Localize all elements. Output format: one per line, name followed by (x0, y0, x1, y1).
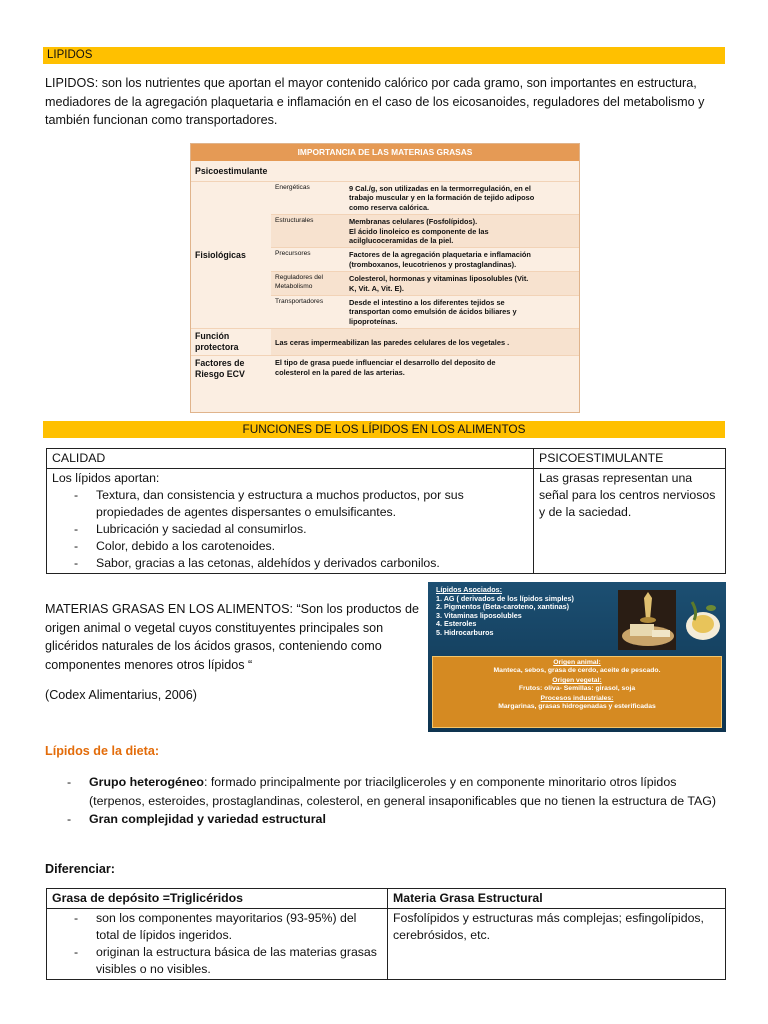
materias-paragraph (45, 600, 420, 674)
importance-row-riesgo (191, 356, 579, 383)
value-line: (tromboxanos, leucotrienos y prostaglandinas). (349, 259, 517, 269)
materias-line: origen animal o vegetal cuyos constituyentes principales son (45, 620, 384, 635)
sub-energeticas: Energéticas (271, 182, 345, 215)
value-estructurales (345, 215, 579, 248)
table-header-row (47, 449, 726, 469)
table-row (47, 909, 726, 980)
oil-photo-icon (684, 598, 722, 642)
funciones-table (46, 448, 726, 574)
table-header-row (47, 889, 726, 909)
sub-transportadores: Transportadores (271, 296, 345, 329)
animal-text: Manteca, sebos, grasa de cerdo, aceite de pescado. (493, 667, 661, 675)
list-item: - son los componentes mayoritarios (93-95%) del total de lípidos ingeridos. (52, 910, 382, 944)
slide-item: 4. Esteroles (436, 619, 477, 629)
importance-table-image (190, 143, 580, 413)
importance-title: IMPORTANCIA DE LAS MATERIAS GRASAS (191, 144, 579, 161)
diferenciar-heading: Diferenciar: (45, 862, 115, 876)
slide-item: 5. Hidrocarburos (436, 627, 494, 637)
value-energeticas (345, 182, 579, 215)
list-item: - Textura, dan consistencia y estructura a muchos productos, por sus propiedades de agentes dispersantes o emulsificantes. (52, 487, 528, 521)
intro-line: LIPIDOS: son los nutrientes que aportan el mayor contenido calórico por cada gramo, son importantes en estructura, (45, 76, 697, 90)
slide-list (436, 586, 574, 638)
dieta-list (45, 773, 735, 829)
header-psicoestimulante: PSICOESTIMULANTE (534, 449, 726, 469)
diferenciar-table (46, 888, 726, 980)
psicoestimulante-cell: Las grasas representan una señal para los centros nerviosos y de la saciedad. (534, 469, 726, 574)
importance-row-funcion (191, 329, 579, 356)
animal-heading: Origen animal: (553, 659, 601, 666)
materias-line: componentes menores otros lípidos “ (45, 657, 253, 672)
list-item: - Color, debido a los carotenoides. (52, 538, 528, 555)
grasa-deposito-list (52, 910, 382, 978)
importance-row (191, 182, 579, 215)
materias-line: glicéridos naturales de los ácidos grasos, conteniendo como (45, 639, 382, 653)
value-reguladores (345, 272, 579, 296)
value-line: El ácido linoleico es componente de las (349, 226, 489, 236)
dieta-heading: Lípidos de la dieta: (45, 744, 160, 758)
slide-heading: Lípidos Asociados: (436, 585, 503, 594)
list-item: - Lubricación y saciedad al consumirlos. (52, 521, 528, 538)
food-photo-icon (618, 590, 676, 650)
dieta-item1-bold: Grupo heterogéneo (89, 775, 204, 789)
value-line: Desde el intestino a los diferentes tejidos se (349, 298, 505, 308)
intro-line: mediadores de la agregación plaquetaria e inflamación en el caso de los eicosanoides, reguladores del metabolismo y (45, 94, 705, 109)
intro-line: también funcionan como transportadores. (45, 113, 278, 127)
section-header-funciones (43, 421, 725, 438)
table-row (47, 469, 726, 574)
slide-origin-box (432, 656, 722, 728)
header-calidad: CALIDAD (47, 449, 534, 469)
value-line: K, Vit. A, Vit. E). (349, 283, 404, 293)
materias-line: MATERIAS GRASAS EN LOS ALIMENTOS: “Son los productos de (45, 602, 419, 616)
value-line: como reserva calórica. (349, 202, 430, 212)
importance-table (191, 161, 579, 382)
dieta-item2-bold: Gran complejidad y variedad estructural (89, 812, 326, 826)
value-line: 9 Cal./g, son utilizadas en la termorregulación, en el (349, 184, 531, 193)
value-line: Colesterol, hormonas y vitaminas liposolubles (Vit. (349, 274, 529, 284)
funciones-title: FUNCIONES DE LOS LÍPIDOS EN LOS ALIMENTOS (242, 422, 526, 436)
calidad-cell (47, 469, 534, 574)
dieta-item1-text: : formado principalmente por triacilgliceroles y en componente minoritario otros lípidos (terpenos, esteroides, prostaglandinas, colesterol, en general insaponificables que no tienen la estructura de TAG) (89, 775, 717, 808)
sub-estructurales: Estructurales (271, 215, 345, 248)
value-funcion-protectora: Las ceras impermeabilizan las paredes celulares de los vegetales . (271, 329, 579, 356)
procesos-heading: Procesos industriales: (540, 695, 614, 703)
procesos-text: Margarinas, grasas hidrogenadas y esterificadas (498, 703, 656, 711)
value-line: El tipo de grasa puede influenciar el desarrollo del deposito de (275, 358, 496, 368)
value-line: transportan como emulsión de ácidos biliares y (349, 307, 517, 317)
calidad-list (52, 487, 528, 572)
section-title: LIPIDOS (47, 49, 93, 61)
header-grasa-deposito: Grasa de depósito =Triglicéridos (47, 889, 388, 909)
value-line: Membranas celulares (Fosfolípidos). (349, 217, 478, 227)
importance-row-psico (191, 161, 579, 182)
citation: (Codex Alimentarius, 2006) (45, 688, 197, 702)
value-transportadores (345, 296, 579, 329)
materia-estructural-cell: Fosfolípidos y estructuras más complejas; esfingolípidos, cerebrósidos, etc. (388, 909, 726, 980)
list-item (45, 773, 735, 810)
value-line: lipoproteínas. (349, 316, 398, 326)
list-item (45, 810, 735, 829)
list-item: - Sabor, gracias a las cetonas, aldehídos y derivados carbonilos. (52, 555, 528, 572)
vegetal-text: Frutos: oliva- Semillas: girasol, soja (518, 685, 636, 693)
calidad-intro: Los lípidos aportan: (52, 471, 160, 485)
value-line: Factores de la agregación plaquetaria e inflamación (349, 250, 531, 260)
header-materia-estructural: Materia Grasa Estructural (388, 889, 726, 909)
sub-precursores: Precursores (271, 248, 345, 272)
section-header-lipidos (43, 47, 725, 64)
value-line: trabajo muscular y en la formación de tejido adiposo (349, 193, 535, 203)
slide-item: 3. Vitaminas liposolubles (436, 610, 522, 620)
vegetal-heading: Origen vegetal: (552, 677, 602, 685)
grasa-deposito-cell (47, 909, 388, 980)
value-line: colesterol en la pared de las arterias. (275, 367, 405, 377)
value-riesgo-ecv (271, 356, 579, 383)
slide-item: 1. AG ( derivados de los lípidos simples) (436, 593, 574, 603)
category-funcion-protectora: Función protectora (191, 329, 271, 356)
category-riesgo-ecv: Factores de Riesgo ECV (195, 358, 245, 380)
value-line: acilglucoceramidas de la piel. (349, 236, 454, 246)
value-precursores (345, 248, 579, 272)
list-item: - originan la estructura básica de las materias grasas visibles o no visibles. (52, 944, 382, 978)
lipids-slide-image (428, 582, 726, 732)
category-fisiologicas: Fisiológicas (191, 182, 271, 329)
category-psicoestimulante: Psicoestimulante (191, 161, 579, 182)
sub-reguladores: Reguladores del Metabolismo (271, 272, 345, 296)
intro-paragraph (45, 74, 735, 130)
slide-item: 2. Pigmentos (Beta-caroteno, xantinas) (436, 602, 569, 612)
